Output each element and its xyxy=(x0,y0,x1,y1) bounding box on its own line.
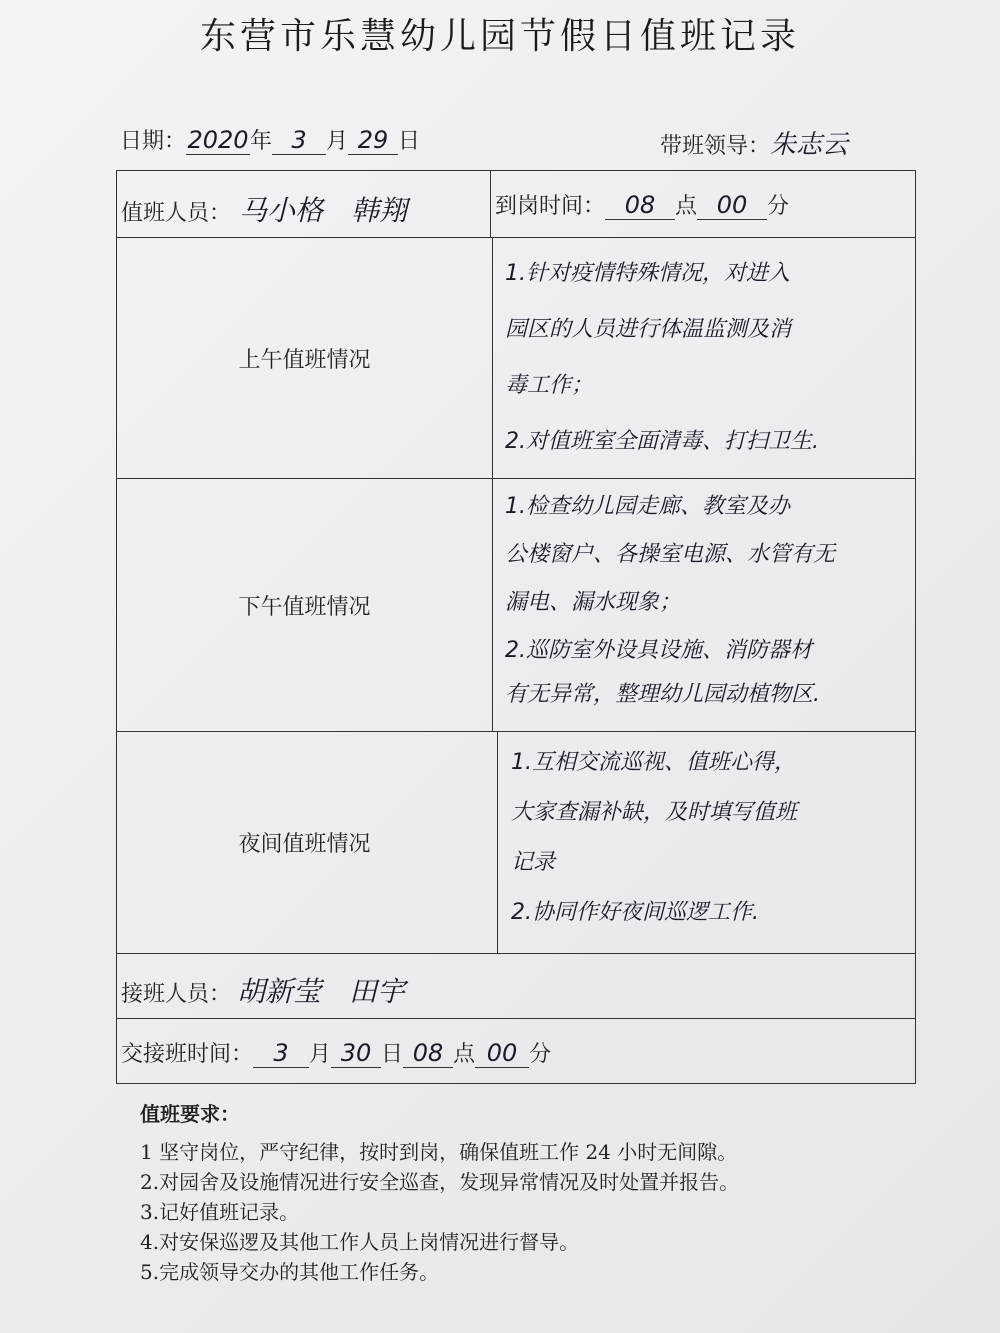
handover-month: 3 xyxy=(253,1039,309,1068)
divider xyxy=(497,732,498,953)
afternoon-row xyxy=(117,479,915,732)
arrival-field xyxy=(495,189,789,220)
afternoon-note-line: 2.巡防室外设具设施、消防器材 xyxy=(505,638,812,663)
date-month-value: 3 xyxy=(272,126,326,155)
date-day-value: 29 xyxy=(348,126,398,155)
handover-time-label: 交接班时间： xyxy=(121,1042,254,1067)
night-note-line: 1.互相交流巡视、值班心得， xyxy=(511,750,796,775)
page-title: 东营市乐慧幼儿园节假日值班记录 xyxy=(199,16,800,57)
staff-row xyxy=(117,171,915,238)
night-note-line: 记录 xyxy=(511,850,556,875)
night-label: 夜间值班情况 xyxy=(238,832,371,857)
requirement-item: 3.记好值班记录。 xyxy=(140,1200,300,1224)
requirements-section xyxy=(140,1098,940,1287)
handover-month-unit: 月 xyxy=(309,1042,332,1067)
afternoon-note-line: 公楼窗户、各操室电源、水管有无 xyxy=(505,542,836,567)
morning-note-line: 2.对值班室全面清毒、打扫卫生. xyxy=(505,429,819,454)
leader-field xyxy=(660,124,848,161)
morning-note-line: 1.针对疫情特殊情况，对进入 xyxy=(505,261,790,286)
morning-label: 上午值班情况 xyxy=(238,347,371,373)
morning-notes xyxy=(505,246,905,470)
night-note-line: 大家查漏补缺，及时填写值班 xyxy=(511,800,798,825)
leader-value: 朱志云 xyxy=(770,130,849,160)
afternoon-note-line: 1.检查幼儿园走廊、教室及办 xyxy=(505,494,790,519)
divider xyxy=(492,479,493,731)
arrival-hour: 08 xyxy=(605,191,675,220)
morning-note-line: 园区的人员进行体温监测及消 xyxy=(505,317,792,342)
day-unit: 日 xyxy=(398,129,421,154)
month-unit: 月 xyxy=(326,129,349,154)
divider xyxy=(490,171,491,237)
arrival-label: 到岗时间： xyxy=(495,194,606,219)
duty-table xyxy=(116,170,916,1084)
requirements-title: 值班要求： xyxy=(140,1102,240,1126)
afternoon-label: 下午值班情况 xyxy=(238,594,371,620)
requirement-item: 2.对园舍及设施情况进行安全巡查，发现异常情况及时处置并报告。 xyxy=(140,1170,740,1194)
afternoon-notes xyxy=(505,483,905,715)
divider xyxy=(492,238,493,478)
handover-minute: 00 xyxy=(475,1039,529,1068)
requirement-item: 5.完成领导交办的其他工作任务。 xyxy=(140,1260,440,1284)
leader-label: 带班领导： xyxy=(660,134,771,159)
afternoon-note-line: 漏电、漏水现象； xyxy=(505,590,682,615)
morning-note-line: 毒工作； xyxy=(505,373,594,398)
handover-staff-value: 胡新莹 田宇 xyxy=(237,975,406,1008)
night-row xyxy=(117,732,915,954)
date-year-value: 2020 xyxy=(187,126,249,154)
handover-time-row xyxy=(117,1019,915,1083)
handover-staff-label: 接班人员： xyxy=(121,982,232,1007)
handover-time-field xyxy=(121,1037,551,1068)
handover-minute-unit: 分 xyxy=(529,1042,552,1067)
handover-day-unit: 日 xyxy=(381,1042,404,1067)
date-row xyxy=(120,124,940,164)
handover-staff-field xyxy=(121,970,405,1010)
handover-staff-row xyxy=(117,954,915,1019)
requirement-item: 4.对安保巡逻及其他工作人员上岗情况进行督导。 xyxy=(140,1230,580,1254)
requirement-item: 1 坚守岗位，严守纪律，按时到岗，确保值班工作 24 小时无间隙。 xyxy=(140,1140,738,1164)
handover-hour: 08 xyxy=(403,1039,453,1068)
staff-value: 马小格 韩翔 xyxy=(239,194,408,227)
afternoon-note-line: 有无异常，整理幼儿园动植物区. xyxy=(505,682,820,707)
date-label: 日期： xyxy=(120,129,187,154)
night-notes xyxy=(511,738,905,938)
arrival-hour-unit: 点 xyxy=(675,194,698,219)
staff-label: 值班人员： xyxy=(121,201,232,226)
year-unit: 年 xyxy=(250,129,273,154)
night-note-line: 2.协同作好夜间巡逻工作. xyxy=(511,900,759,925)
staff-field xyxy=(121,189,407,229)
arrival-minute: 00 xyxy=(697,191,767,220)
handover-hour-unit: 点 xyxy=(453,1042,476,1067)
arrival-minute-unit: 分 xyxy=(767,194,790,219)
handover-day: 30 xyxy=(331,1039,381,1068)
morning-row xyxy=(117,238,915,479)
